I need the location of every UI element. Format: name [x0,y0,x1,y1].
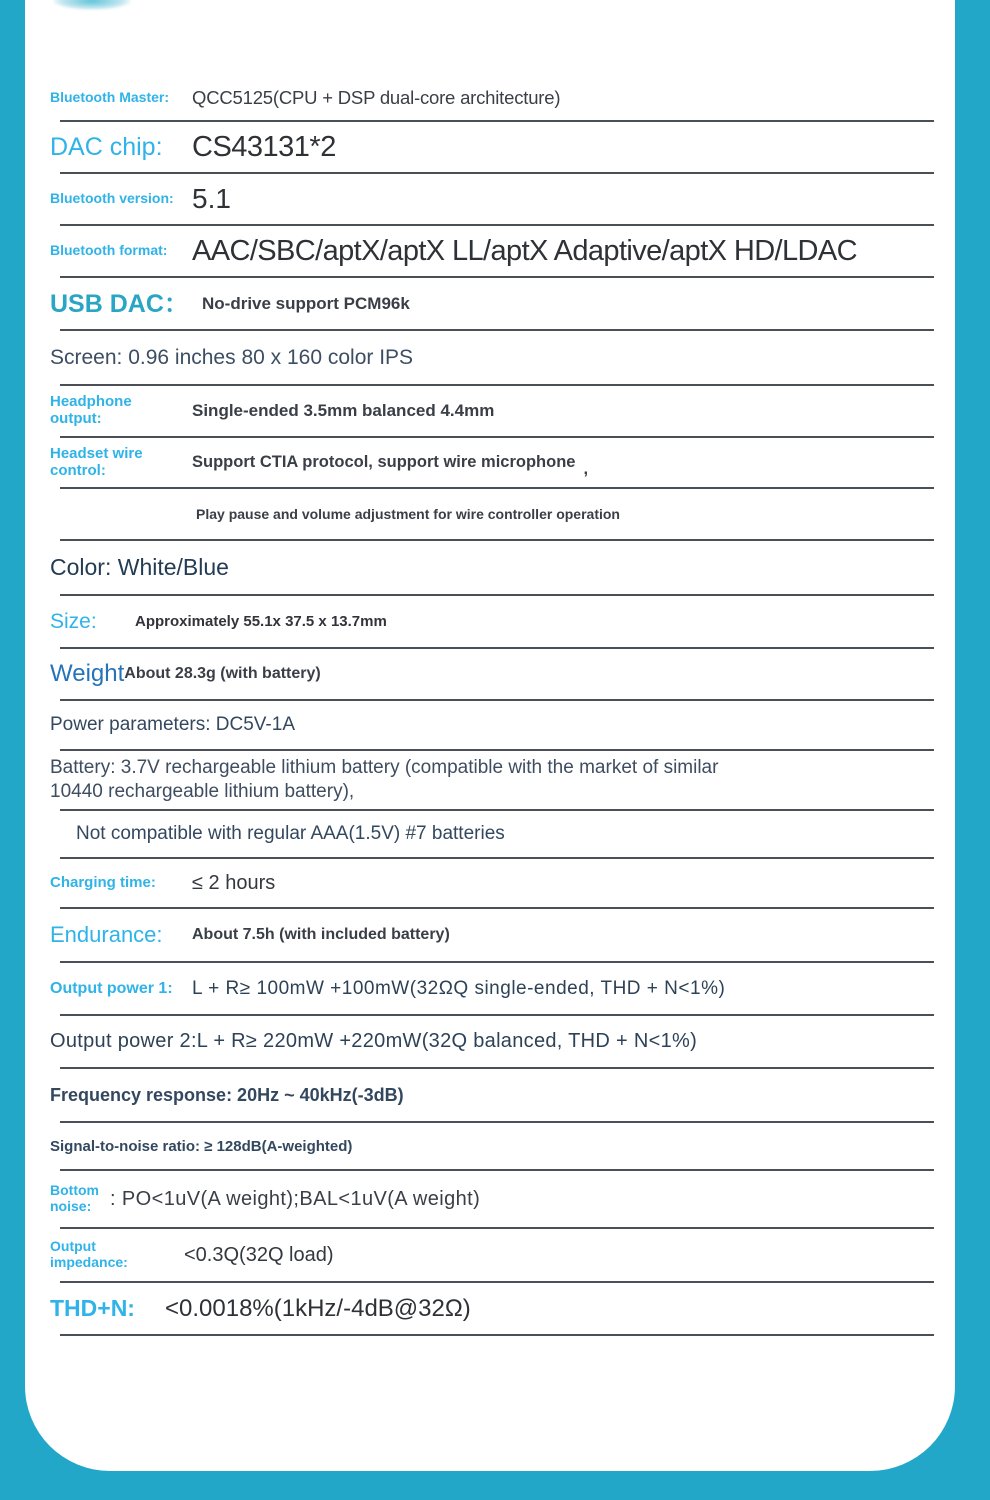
spec-row-power-params [50,701,934,749]
spec-label-usb-dac: USB DAC： [50,289,189,318]
spec-value-screen: Screen: 0.96 inches 80 x 160 color IPS [50,345,414,369]
spec-value-power-params: Power parameters: DC5V-1A [50,714,295,735]
spec-value-thd: <0.0018%(1kHz/-4dB@32Ω) [165,1294,471,1322]
spec-row-snr [50,1123,934,1169]
spec-value-output-impedance: <0.3Q(32Q load) [184,1243,334,1266]
spec-label-bluetooth-format: Bluetooth format: [50,242,168,259]
spec-value-frequency: Frequency response: 20Hz ~ 40kHz(-3dB) [50,1084,404,1105]
brand-logo-partial-icon [53,0,131,10]
spec-row-color [50,541,934,594]
spec-label-dac-chip: DAC chip: [50,133,163,161]
spec-row-headphone-output [50,386,934,436]
spec-value-battery: Battery: 3.7V rechargeable lithium battery (compatible with the market of similar 10440 rechargeable lithium battery), [50,757,719,802]
spec-row-weight [50,649,934,699]
spec-row-output-impedance [50,1229,934,1281]
spec-row-usb-dac [50,278,934,329]
spec-value-bluetooth-version: 5.1 [192,183,231,214]
spec-value-headphone-output: Single-ended 3.5mm balanced 4.4mm [192,401,495,420]
spec-row-screen [50,331,934,384]
spec-row-wire-note [50,489,934,539]
spec-row-bluetooth-master [50,75,934,120]
spec-label-endurance: Endurance: [50,921,163,947]
spec-row-thd [50,1283,934,1334]
spec-value-color: Color: White/Blue [50,554,229,580]
spec-label-headphone-output: Headphone output: [50,393,132,427]
spec-value-weight: About 28.3g (with battery) [124,665,321,682]
spec-row-endurance [50,909,934,961]
spec-value-bottom-noise: : PO<1uV(A weight);BAL<1uV(A weight) [110,1187,481,1210]
spec-label-weight: Weight [50,659,125,687]
spec-value-wire-note: Play pause and volume adjustment for wire controller operation [196,506,620,522]
row-divider [60,1334,934,1336]
spec-label-bottom-noise: Bottom noise: [50,1182,99,1214]
spec-value-bluetooth-format: AAC/SBC/aptX/aptX LL/aptX Adaptive/aptX HD/LDAC [192,234,857,267]
spec-label-output-impedance: Output impedance: [50,1238,128,1270]
spec-label-output-power-1: Output power 1: [50,979,173,997]
spec-label-bluetooth-version: Bluetooth version: [50,190,174,207]
spec-value-size: Approximately 55.1x 37.5 x 13.7mm [135,613,387,630]
spec-value-dac-chip: CS43131*2 [192,130,336,163]
spec-row-bluetooth-version [50,174,934,224]
spec-row-bluetooth-format [50,226,934,276]
spec-row-charging-time [50,859,934,907]
spec-label-thd: THD+N: [50,1294,135,1321]
spec-value-output-power-2: Output power 2:L + R≥ 220mW +220mW(32Q balanced, THD + N<1%) [50,1030,698,1052]
spec-row-battery-note [50,811,934,857]
spec-row-frequency [50,1069,934,1121]
spec-value-endurance: About 7.5h (with included battery) [192,926,450,943]
spec-value-charging-time: ≤ 2 hours [192,871,276,894]
spec-value-output-power-1: L + R≥ 100mW +100mW(32ΩQ single-ended, THD + N<1%) [192,977,726,999]
spec-value-bluetooth-master: QCC5125(CPU + DSP dual-core architecture) [192,86,561,108]
spec-value-headset-wire: Support CTIA protocol, support wire microphone , [192,453,589,478]
spec-suffix-headset-wire: , [583,460,589,478]
spec-row-size [50,596,934,647]
spec-label-size: Size: [50,609,97,633]
spec-value-snr: Signal-to-noise ratio: ≥ 128dB(A-weighted) [50,1137,353,1155]
spec-rows [50,75,934,1336]
spec-row-dac-chip [50,122,934,172]
spec-value-battery-note: Not compatible with regular AAA(1.5V) #7 batteries [76,823,505,844]
spec-row-bottom-noise [50,1171,934,1227]
spec-card [25,0,955,1471]
spec-row-headset-wire [50,438,934,487]
spec-row-battery [50,751,934,809]
spec-label-bluetooth-master: Bluetooth Master: [50,88,169,105]
spec-row-output-power-1 [50,963,934,1014]
spec-value-usb-dac: No-drive support PCM96k [202,293,410,313]
spec-row-output-power-2 [50,1016,934,1067]
spec-label-headset-wire: Headset wire control: [50,444,143,479]
spec-label-charging-time: Charging time: [50,873,156,891]
